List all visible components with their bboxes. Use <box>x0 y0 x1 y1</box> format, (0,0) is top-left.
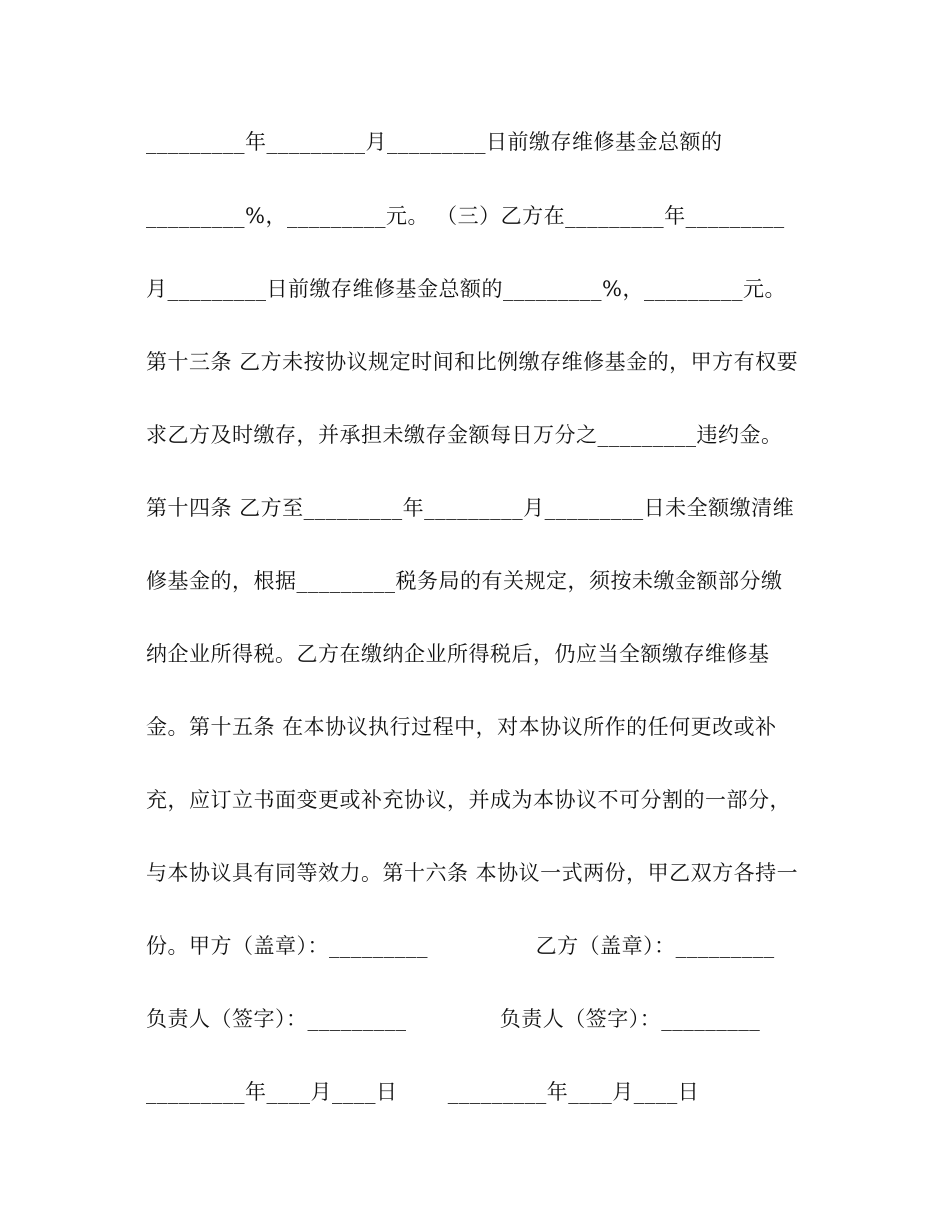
signature-line-responsible: 负责人（签字）：_________ 负责人（签字）：_________ <box>146 1007 761 1031</box>
text-line: 求乙方及时缴存，并承担未缴存金额每日万分之_________违约金。 <box>146 423 783 447</box>
signature-line-date: _________年____月____日 _________年____月____日 <box>146 1080 700 1104</box>
text-line: 充，应订立书面变更或补充协议，并成为本协议不可分割的一部分， <box>146 788 791 812</box>
text-line: 金。第十五条 在本协议执行过程中，对本协议所作的任何更改或补 <box>146 715 777 739</box>
text-line: 修基金的，根据_________税务局的有关规定，须按未缴金额部分缴 <box>146 569 783 593</box>
text-line: 纳企业所得税。乙方在缴纳企业所得税后，仍应当全额缴存维修基 <box>146 642 770 666</box>
text-line: 第十三条 乙方未按协议规定时间和比例缴存维修基金的，甲方有权要 <box>146 350 799 374</box>
text-line: 第十四条 乙方至_________年_________月_________日未全额缴清维 <box>146 496 795 520</box>
text-line: 与本协议具有同等效力。第十六条 本协议一式两份，甲乙双方各持一 <box>146 861 799 885</box>
text-line: 月_________日前缴存维修基金总额的_________%，_________元。 <box>146 277 786 301</box>
text-line: _________%，_________元。 （三）乙方在_________年_________ <box>146 204 785 228</box>
signature-line-seal: 份。甲方（盖章）：_________ 乙方（盖章）：_________ <box>146 934 775 958</box>
text-line: _________年_________月_________日前缴存维修基金总额的 <box>146 130 723 154</box>
